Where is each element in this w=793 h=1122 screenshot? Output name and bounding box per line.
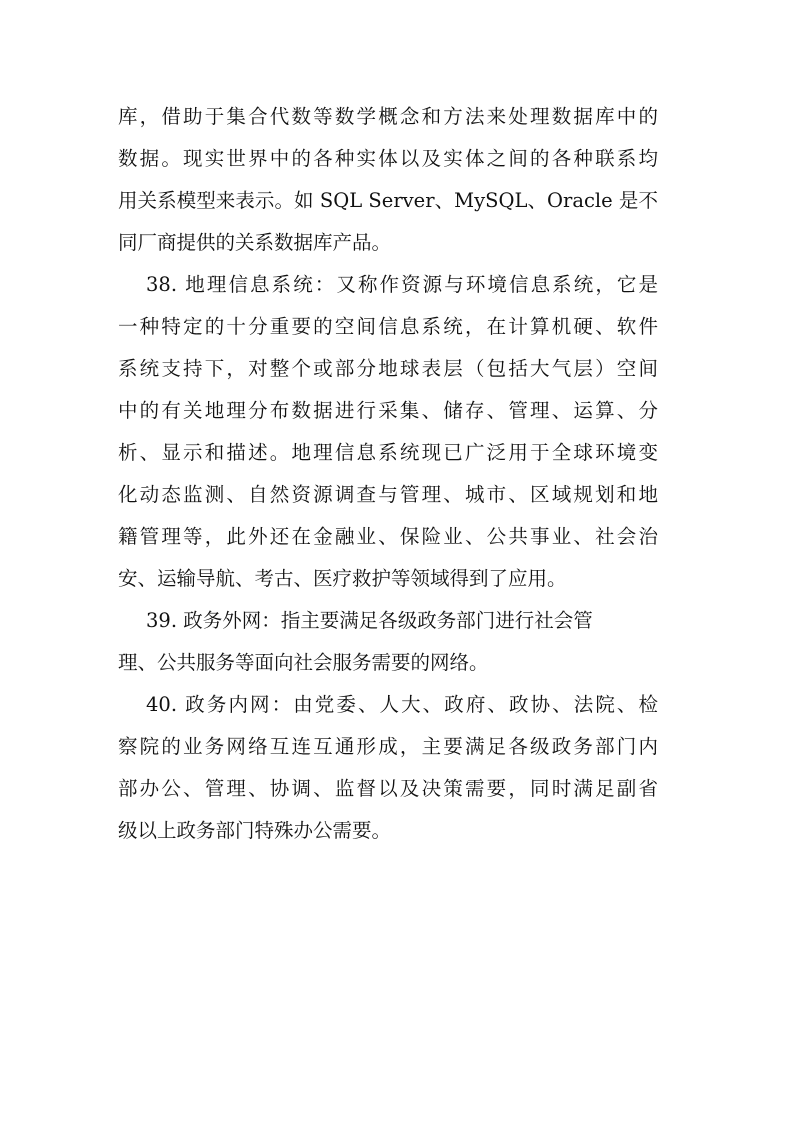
text-line: 38. 地理信息系统：又称作资源与环境信息系统，它是 (146, 273, 658, 296)
text-line: 部办公、管理、协调、监督以及决策需要，同时满足副省 (118, 777, 658, 800)
text-line: 用关系模型来表示。如 SQL Server、MySQL、Oracle 是不 (118, 189, 658, 212)
text-line: 籍管理等，此外还在金融业、保险业、公共事业、社会治 (118, 525, 658, 548)
paragraph-39-extranet (118, 604, 658, 688)
text-line: 析、显示和描述。地理信息系统现已广泛用于全球环境变 (118, 441, 658, 464)
text-line: 40. 政务内网：由党委、人大、政府、政协、法院、检 (146, 693, 658, 716)
text-line: 同厂商提供的关系数据库产品。 (118, 231, 392, 254)
text-line: 安、运输导航、考古、医疗救护等领域得到了应用。 (118, 567, 567, 590)
text-line: 级以上政务部门特殊办公需要。 (118, 819, 392, 842)
text-line: 39. 政务外网：指主要满足各级政务部门进行社会管 (146, 609, 593, 632)
text-line: 一种特定的十分重要的空间信息系统，在计算机硬、软件 (118, 315, 658, 338)
document-body (118, 100, 658, 856)
text-line: 中的有关地理分布数据进行采集、储存、管理、运算、分 (118, 399, 658, 422)
text-line: 化动态监测、自然资源调查与管理、城市、区域规划和地 (118, 483, 658, 506)
text-line: 数据。现实世界中的各种实体以及实体之间的各种联系均 (118, 147, 658, 170)
paragraph-40-intranet (118, 688, 658, 856)
paragraph-38-gis (118, 268, 658, 604)
text-line: 系统支持下，对整个或部分地球表层（包括大气层）空间 (118, 357, 658, 380)
text-line: 库，借助于集合代数等数学概念和方法来处理数据库中的 (118, 105, 658, 128)
text-line: 理、公共服务等面向社会服务需要的网络。 (118, 651, 489, 674)
paragraph-relational-db-continued (118, 100, 658, 268)
text-line: 察院的业务网络互连互通形成，主要满足各级政务部门内 (118, 735, 658, 758)
